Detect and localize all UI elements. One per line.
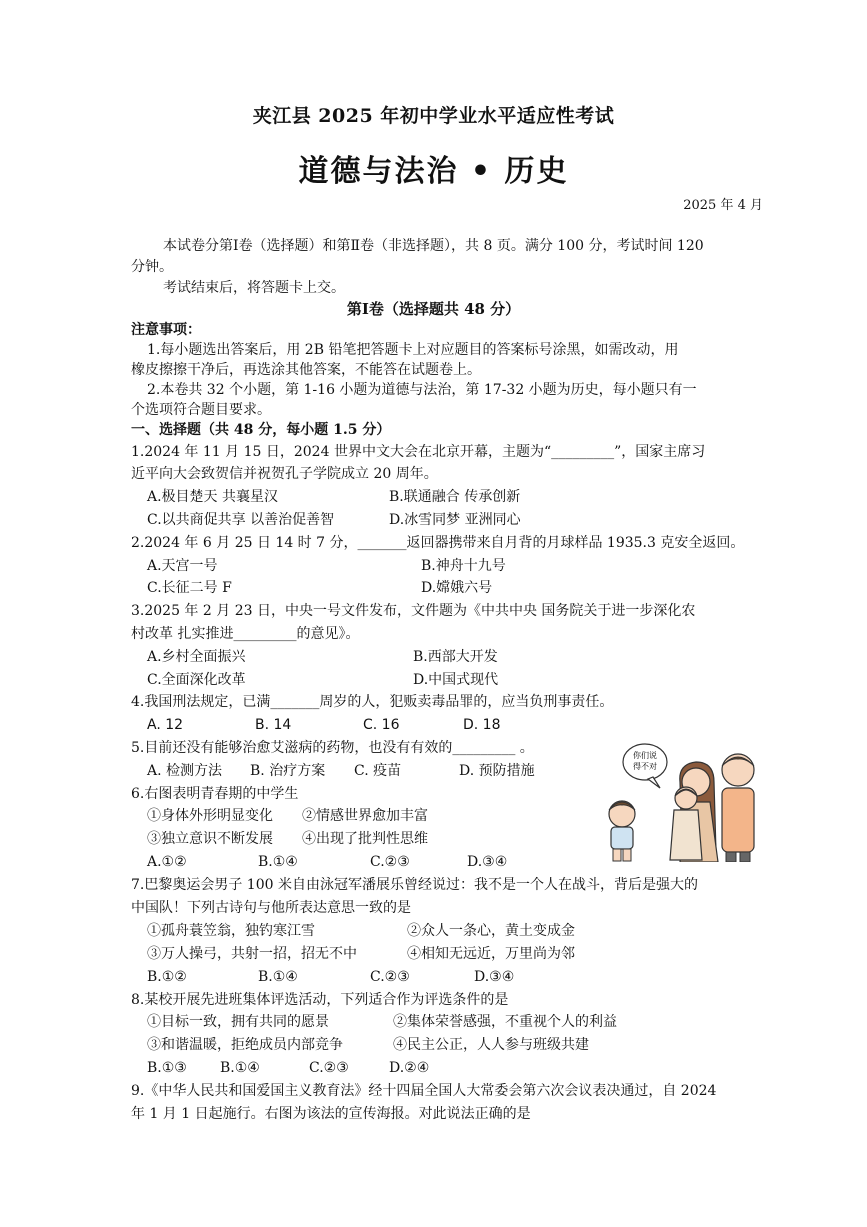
adolescence-illustration (598, 742, 758, 862)
question-1-line-1: 1.2024 年 11 月 15 日，2024 世界中文大会在北京开幕，主题为“_________”，国家主席习 (131, 444, 706, 460)
question-3-option-b: B.西部大开发 (413, 649, 498, 665)
notice-1-line-1: 1.每小题选出答案后，用 2B 铅笔把答题卡上对应题目的答案标号涂黑，如需改动，用 (147, 342, 679, 358)
question-9-line-2: 年 1 月 1 日起施行。右图为该法的宣传海报。对此说法正确的是 (131, 1106, 531, 1122)
question-6-option-c: C.②③ (370, 854, 410, 870)
question-6-statement-2: ②情感世界愈加丰富 (302, 808, 428, 824)
question-6-option-b: B.①④ (258, 854, 298, 870)
question-2-line-1: 2.2024 年 6 月 25 日 14 时 7 分，_______返回器携带来自月背的月球样品 1935.3 克安全返回。 (131, 535, 745, 551)
question-4-option-a: A. 12 (147, 717, 184, 733)
question-3-option-d: D.中国式现代 (413, 672, 499, 688)
question-9-line-1: 9.《中华人民共和国爱国主义教育法》经十四届全国人大常委会第六次会议表决通过，自 2024 (131, 1083, 717, 1099)
question-7-option-a: B.①② (147, 969, 187, 985)
question-6-statement-1: ①身体外形明显变化 (147, 808, 273, 824)
question-7-option-b: B.①④ (258, 969, 298, 985)
question-1-option-c: C.以共商促共享 以善治促善智 (147, 512, 335, 528)
notice-2-line-2: 个选项符合题目要求。 (131, 402, 271, 418)
question-7-statement-4: ④相知无远近，万里尚为邻 (407, 946, 575, 962)
question-8-statement-3: ③和谐温暖，拒绝成员内部竞争 (147, 1037, 343, 1053)
intro-line-2: 分钟。 (131, 259, 173, 275)
question-4-line-1: 4.我国刑法规定，已满_______周岁的人，犯贩卖毒品罪的，应当负刑事责任。 (131, 694, 614, 710)
question-8-option-d: D.②④ (389, 1060, 430, 1076)
speech-bubble-line-1: 你们说 (633, 751, 657, 760)
intro-line-3: 考试结束后，将答题卡上交。 (163, 280, 345, 296)
question-5-option-b: B. 治疗方案 (250, 763, 326, 779)
question-1-option-d: D.冰雪同梦 亚洲同心 (389, 512, 521, 528)
question-7-option-d: D.③④ (474, 969, 515, 985)
question-8-option-a: B.①③ (147, 1060, 187, 1076)
question-2-option-d: D.嫦娥六号 (421, 580, 493, 596)
question-8-line-1: 8.某校开展先进班集体评选活动，下列适合作为评选条件的是 (131, 992, 509, 1008)
question-2-option-a: A.天宫一号 (147, 558, 218, 574)
question-7-statement-2: ②众人一条心，黄土变成金 (407, 923, 575, 939)
illustration-svg (598, 742, 758, 862)
question-5-line-1: 5.目前还没有能够治愈艾滋病的药物，也没有有效的_________ 。 (131, 740, 534, 756)
question-3-line-1: 3.2025 年 2 月 23 日，中央一号文件发布，文件题为《中共中央 国务院关于进一步深化农 (131, 603, 696, 619)
question-8-option-c: C.②③ (309, 1060, 349, 1076)
question-7-option-c: C.②③ (370, 969, 410, 985)
notice-2-line-1: 2.本卷共 32 个小题，第 1-16 小题为道德与法治，第 17-32 小题为历史，每小题只有一 (147, 382, 697, 398)
question-8-statement-1: ①目标一致，拥有共同的愿景 (147, 1014, 329, 1030)
question-8-statement-2: ②集体荣誉感强，不重视个人的利益 (393, 1014, 617, 1030)
speech-bubble-line-2: 得不对 (633, 762, 657, 771)
question-7-line-1: 7.巴黎奥运会男子 100 米自由泳冠军潘展乐曾经说过：我不是一个人在战斗，背后是强大的 (131, 877, 698, 893)
question-4-option-b: B. 14 (255, 717, 292, 733)
question-5-option-c: C. 疫苗 (354, 763, 402, 779)
question-7-line-2: 中国队！下列古诗句与他所表达意思一致的是 (131, 900, 411, 916)
exam-date: 2025 年 4 月 (683, 198, 763, 213)
question-5-option-d: D. 预防措施 (459, 763, 535, 779)
question-7-statement-1: ①孤舟蓑笠翁，独钓寒江雪 (147, 923, 315, 939)
question-6-line-1: 6.右图表明青春期的中学生 (131, 786, 299, 802)
question-8-statement-4: ④民主公正，人人参与班级共建 (393, 1037, 589, 1053)
section-heading: 第Ⅰ卷（选择题共 48 分） (346, 300, 521, 318)
question-2-option-c: C.长征二号 F (147, 580, 232, 596)
question-3-option-c: C.全面深化改革 (147, 672, 246, 688)
question-1-option-a: A.极目楚天 共襄星汉 (147, 489, 279, 505)
notice-title: 注意事项： (131, 322, 201, 338)
question-7-statement-3: ③万人操弓，共射一招，招无不中 (147, 946, 357, 962)
question-6-statement-3: ③独立意识不断发展 (147, 831, 273, 847)
question-6-statement-4: ④出现了批判性思维 (302, 831, 428, 847)
question-8-option-b: B.①④ (220, 1060, 260, 1076)
question-4-option-d: D. 18 (463, 717, 501, 733)
question-4-option-c: C. 16 (363, 717, 400, 733)
question-3-line-2: 村改革 扎实推进_________的意见》。 (131, 626, 360, 642)
question-2-option-b: B.神舟十九号 (421, 558, 506, 574)
exam-subtitle: 夹江县 2025 年初中学业水平适应性考试 (252, 105, 615, 127)
question-1-option-b: B.联通融合 传承创新 (389, 489, 521, 505)
question-3-option-a: A.乡村全面振兴 (147, 649, 246, 665)
question-5-option-a: A. 检测方法 (147, 763, 223, 779)
intro-line-1: 本试卷分第Ⅰ卷（选择题）和第Ⅱ卷（非选择题），共 8 页。满分 100 分，考试时间 120 (163, 238, 704, 254)
exam-title: 道德与法治 • 历史 (298, 154, 569, 189)
question-1-line-2: 近平向大会致贺信并祝贺孔子学院成立 20 周年。 (131, 466, 438, 482)
question-6-option-d: D.③④ (467, 854, 508, 870)
part-heading: 一、选择题（共 48 分，每小题 1.5 分） (131, 422, 391, 438)
notice-1-line-2: 橡皮擦擦干净后，再选涂其他答案，不能答在试题卷上。 (131, 362, 481, 378)
question-6-option-a: A.①② (147, 854, 187, 870)
